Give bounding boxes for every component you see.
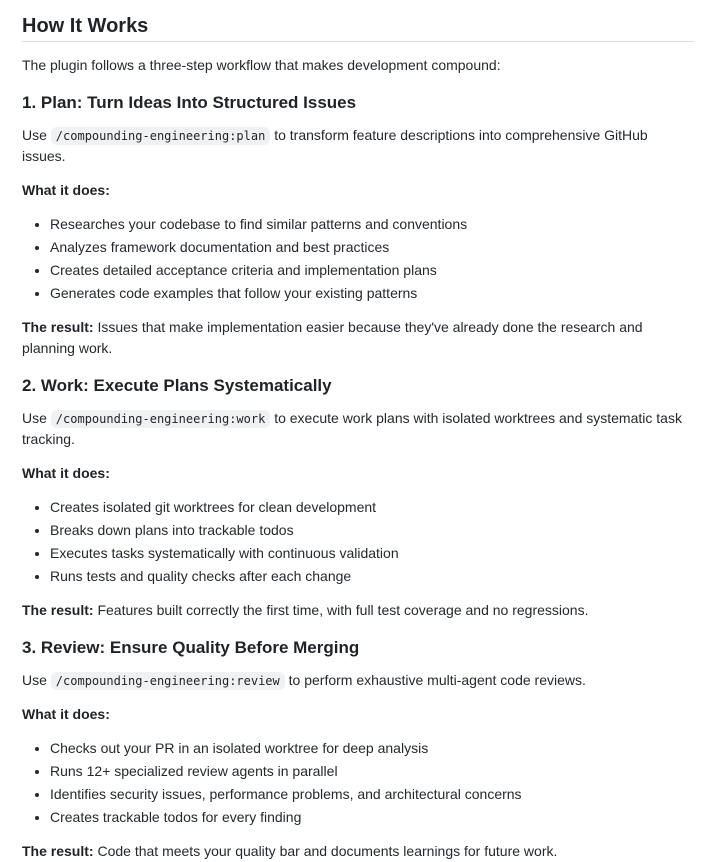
section-heading: 3. Review: Ensure Quality Before Merging — [22, 638, 360, 657]
usage-paragraph — [22, 125, 694, 167]
list-item: • Creates isolated git worktrees for clean development — [50, 497, 694, 518]
usage-prefix: Use — [22, 127, 51, 143]
result-label: The result: — [22, 843, 94, 859]
usage-prefix: Use — [22, 410, 51, 426]
usage-suffix: to transform feature descriptions into comprehensive GitHub issues. — [22, 127, 648, 164]
section-review — [22, 638, 694, 862]
result-paragraph — [22, 600, 694, 621]
intro-paragraph: The plugin follows a three-step workflow that makes development compound: — [22, 57, 501, 73]
feature-list — [22, 738, 694, 828]
result-paragraph — [22, 841, 694, 862]
list-item: • Researches your codebase to find similar patterns and conventions — [50, 214, 694, 235]
list-item: • Executes tasks systematically with continuous validation — [50, 543, 694, 564]
what-it-does-label: What it does: — [22, 465, 110, 481]
command-code: /compounding-engineering:review — [51, 672, 285, 690]
list-item: • Runs tests and quality checks after each change — [50, 566, 694, 587]
what-it-does-label: What it does: — [22, 182, 110, 198]
result-text: Issues that make implementation easier because they've already done the research and planning work. — [22, 319, 643, 356]
usage-prefix: Use — [22, 672, 51, 688]
list-item: • Analyzes framework documentation and best practices — [50, 237, 694, 258]
section-plan — [22, 93, 694, 359]
usage-suffix: to execute work plans with isolated worktrees and systematic task tracking. — [22, 410, 682, 447]
section-heading: 2. Work: Execute Plans Systematically — [22, 376, 332, 395]
section-work — [22, 376, 694, 621]
page-title: How It Works — [22, 14, 694, 42]
list-item: • Runs 12+ specialized review agents in parallel — [50, 761, 694, 782]
section-heading: 1. Plan: Turn Ideas Into Structured Issues — [22, 93, 357, 112]
feature-list — [22, 497, 694, 587]
list-item: • Creates detailed acceptance criteria and implementation plans — [50, 260, 694, 281]
list-item: • Creates trackable todos for every finding — [50, 807, 694, 828]
what-it-does-label: What it does: — [22, 706, 110, 722]
usage-suffix: to perform exhaustive multi-agent code reviews. — [284, 672, 586, 688]
usage-paragraph — [22, 670, 694, 691]
list-item: • Checks out your PR in an isolated worktree for deep analysis — [50, 738, 694, 759]
result-text: Code that meets your quality bar and documents learnings for future work. — [93, 843, 558, 859]
result-paragraph — [22, 317, 694, 359]
command-code: /compounding-engineering:work — [51, 410, 271, 428]
feature-list — [22, 214, 694, 304]
list-item: • Identifies security issues, performance problems, and architectural concerns — [50, 784, 694, 805]
result-label: The result: — [22, 319, 94, 335]
result-label: The result: — [22, 602, 94, 618]
list-item: • Generates code examples that follow your existing patterns — [50, 283, 694, 304]
usage-paragraph — [22, 408, 694, 450]
list-item: • Breaks down plans into trackable todos — [50, 520, 694, 541]
result-text: Features built correctly the first time, with full test coverage and no regressions. — [93, 602, 589, 618]
command-code: /compounding-engineering:plan — [51, 127, 271, 145]
